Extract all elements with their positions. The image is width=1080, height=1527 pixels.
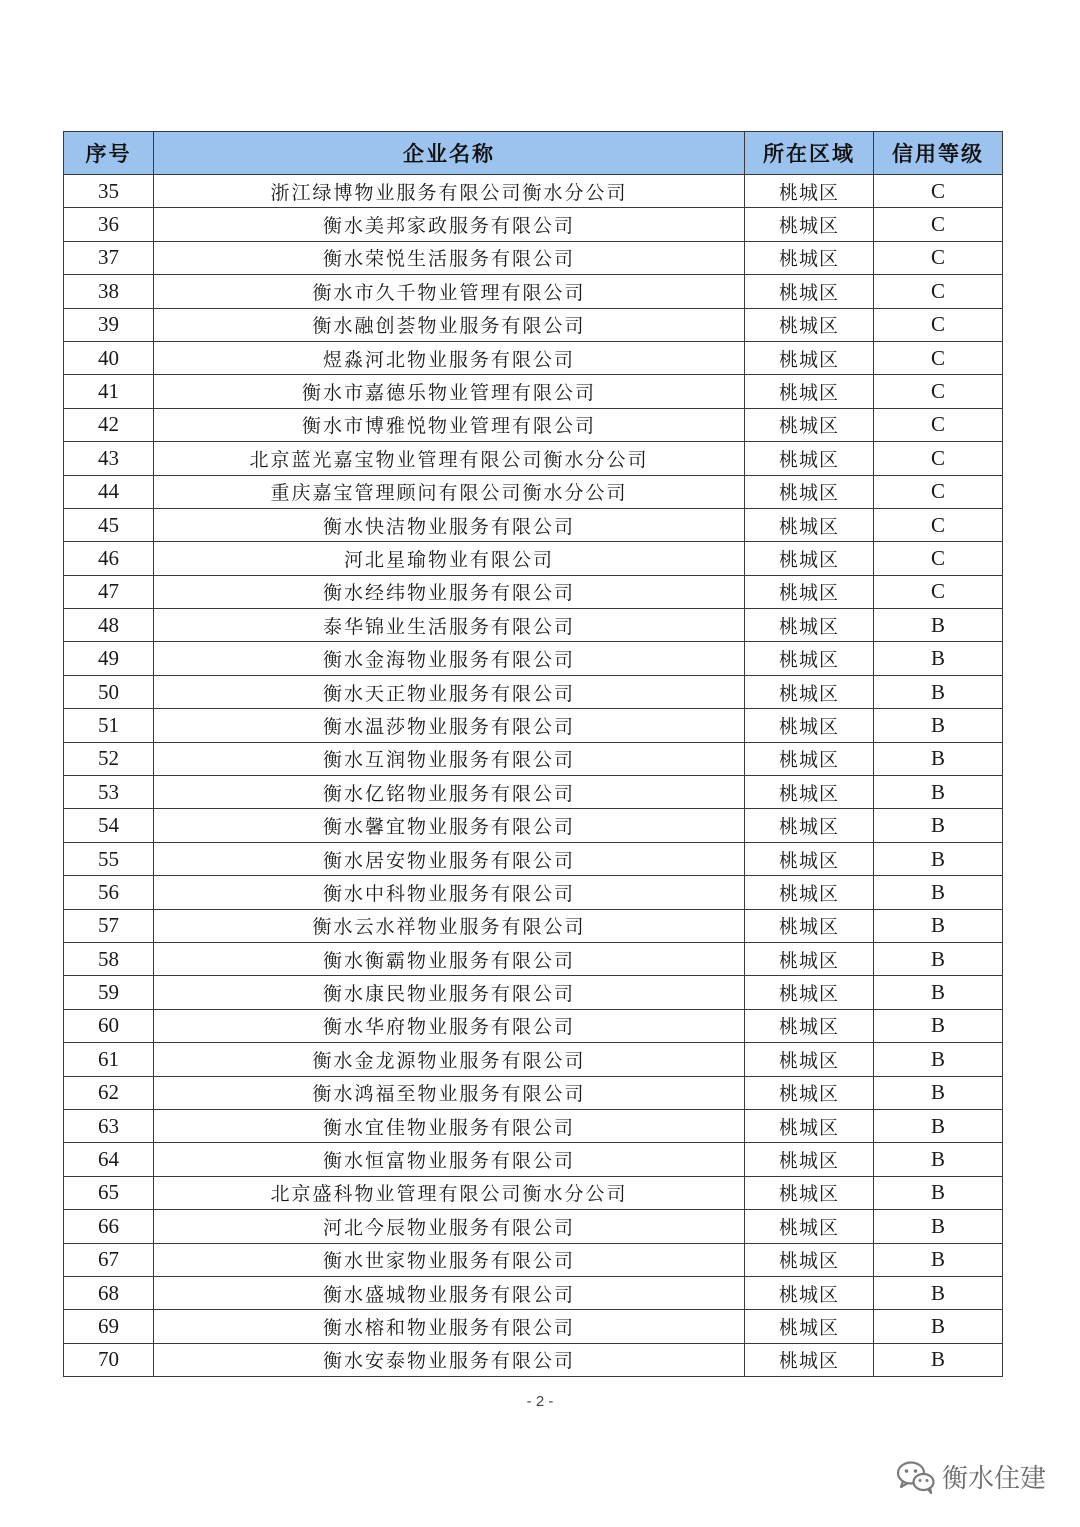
- cell-credit-grade: C: [874, 542, 1003, 575]
- table-row: [64, 208, 1003, 241]
- cell-credit-grade: B: [874, 909, 1003, 942]
- cell-company-name: 衡水居安物业服务有限公司: [154, 842, 745, 875]
- cell-region: 桃城区: [745, 776, 874, 809]
- cell-credit-grade: B: [874, 1143, 1003, 1176]
- cell-credit-grade: B: [874, 1076, 1003, 1109]
- cell-company-name: 衡水云水祥物业服务有限公司: [154, 909, 745, 942]
- cell-seq: 38: [64, 275, 154, 308]
- table-row: [64, 508, 1003, 541]
- cell-seq: 50: [64, 675, 154, 708]
- cell-region: 桃城区: [745, 1009, 874, 1042]
- cell-seq: 39: [64, 308, 154, 341]
- cell-company-name: 衡水亿铭物业服务有限公司: [154, 776, 745, 809]
- cell-region: 桃城区: [745, 375, 874, 408]
- cell-region: 桃城区: [745, 542, 874, 575]
- table-row: [64, 175, 1003, 208]
- cell-seq: 67: [64, 1243, 154, 1276]
- cell-credit-grade: B: [874, 642, 1003, 675]
- table-row: [64, 1276, 1003, 1309]
- cell-region: 桃城区: [745, 1243, 874, 1276]
- cell-company-name: 浙江绿博物业服务有限公司衡水分公司: [154, 175, 745, 208]
- table-row: [64, 976, 1003, 1009]
- cell-company-name: 衡水市久千物业管理有限公司: [154, 275, 745, 308]
- cell-credit-grade: C: [874, 375, 1003, 408]
- table-row: [64, 442, 1003, 475]
- page-number: - 2 -: [526, 1393, 554, 1410]
- table-row: [64, 642, 1003, 675]
- cell-company-name: 衡水美邦家政服务有限公司: [154, 208, 745, 241]
- cell-seq: 49: [64, 642, 154, 675]
- cell-region: 桃城区: [745, 408, 874, 441]
- cell-region: 桃城区: [745, 241, 874, 274]
- table-row: [64, 942, 1003, 975]
- cell-region: 桃城区: [745, 1210, 874, 1243]
- cell-region: 桃城区: [745, 809, 874, 842]
- cell-seq: 57: [64, 909, 154, 942]
- table-row: [64, 308, 1003, 341]
- cell-seq: 60: [64, 1009, 154, 1042]
- table-body: [64, 175, 1003, 1377]
- cell-credit-grade: C: [874, 241, 1003, 274]
- cell-seq: 54: [64, 809, 154, 842]
- cell-seq: 40: [64, 341, 154, 374]
- cell-company-name: 衡水金海物业服务有限公司: [154, 642, 745, 675]
- cell-company-name: 衡水温莎物业服务有限公司: [154, 709, 745, 742]
- cell-seq: 48: [64, 609, 154, 642]
- cell-region: 桃城区: [745, 1310, 874, 1343]
- cell-company-name: 衡水衡霸物业服务有限公司: [154, 942, 745, 975]
- cell-credit-grade: C: [874, 341, 1003, 374]
- cell-seq: 68: [64, 1276, 154, 1309]
- cell-credit-grade: C: [874, 475, 1003, 508]
- cell-region: 桃城区: [745, 575, 874, 608]
- cell-region: 桃城区: [745, 709, 874, 742]
- cell-credit-grade: B: [874, 1009, 1003, 1042]
- table-row: [64, 1009, 1003, 1042]
- cell-credit-grade: B: [874, 675, 1003, 708]
- table-row: [64, 1076, 1003, 1109]
- cell-credit-grade: B: [874, 809, 1003, 842]
- cell-seq: 42: [64, 408, 154, 441]
- cell-company-name: 衡水天正物业服务有限公司: [154, 675, 745, 708]
- table-row: [64, 1176, 1003, 1209]
- credit-rating-table: [63, 131, 1003, 1377]
- cell-credit-grade: C: [874, 442, 1003, 475]
- cell-region: 桃城区: [745, 942, 874, 975]
- cell-region: 桃城区: [745, 609, 874, 642]
- table-row: [64, 809, 1003, 842]
- table-row: [64, 408, 1003, 441]
- cell-credit-grade: B: [874, 876, 1003, 909]
- cell-credit-grade: B: [874, 742, 1003, 775]
- cell-region: 桃城区: [745, 1043, 874, 1076]
- cell-seq: 43: [64, 442, 154, 475]
- header-region: 所在区域: [745, 132, 874, 175]
- cell-seq: 69: [64, 1310, 154, 1343]
- cell-region: 桃城区: [745, 341, 874, 374]
- cell-seq: 46: [64, 542, 154, 575]
- cell-region: 桃城区: [745, 842, 874, 875]
- header-row: [64, 132, 1003, 175]
- cell-credit-grade: B: [874, 1176, 1003, 1209]
- cell-company-name: 重庆嘉宝管理顾问有限公司衡水分公司: [154, 475, 745, 508]
- cell-company-name: 衡水康民物业服务有限公司: [154, 976, 745, 1009]
- wechat-watermark: [896, 1458, 1046, 1495]
- table-row: [64, 241, 1003, 274]
- cell-seq: 52: [64, 742, 154, 775]
- cell-company-name: 衡水中科物业服务有限公司: [154, 876, 745, 909]
- cell-company-name: 衡水荣悦生活服务有限公司: [154, 241, 745, 274]
- cell-seq: 45: [64, 508, 154, 541]
- table-row: [64, 1143, 1003, 1176]
- table-row: [64, 742, 1003, 775]
- table-row: [64, 575, 1003, 608]
- cell-credit-grade: B: [874, 1210, 1003, 1243]
- cell-company-name: 衡水鸿福至物业服务有限公司: [154, 1076, 745, 1109]
- cell-company-name: 衡水馨宜物业服务有限公司: [154, 809, 745, 842]
- cell-seq: 64: [64, 1143, 154, 1176]
- cell-company-name: 衡水华府物业服务有限公司: [154, 1009, 745, 1042]
- cell-company-name: 衡水盛城物业服务有限公司: [154, 1276, 745, 1309]
- cell-seq: 65: [64, 1176, 154, 1209]
- table-row: [64, 1343, 1003, 1376]
- cell-company-name: 煜淼河北物业服务有限公司: [154, 341, 745, 374]
- watermark-text: 衡水住建: [941, 1464, 1046, 1494]
- cell-credit-grade: B: [874, 1109, 1003, 1142]
- table-row: [64, 1310, 1003, 1343]
- cell-credit-grade: C: [874, 508, 1003, 541]
- cell-company-name: 泰华锦业生活服务有限公司: [154, 609, 745, 642]
- cell-credit-grade: B: [874, 1243, 1003, 1276]
- cell-credit-grade: B: [874, 709, 1003, 742]
- cell-region: 桃城区: [745, 208, 874, 241]
- cell-credit-grade: B: [874, 976, 1003, 1009]
- cell-seq: 63: [64, 1109, 154, 1142]
- cell-company-name: 衡水经纬物业服务有限公司: [154, 575, 745, 608]
- wechat-icon: [896, 1460, 936, 1494]
- cell-seq: 61: [64, 1043, 154, 1076]
- cell-credit-grade: B: [874, 1276, 1003, 1309]
- table-row: [64, 475, 1003, 508]
- cell-credit-grade: B: [874, 842, 1003, 875]
- cell-region: 桃城区: [745, 1076, 874, 1109]
- cell-credit-grade: C: [874, 208, 1003, 241]
- cell-credit-grade: C: [874, 408, 1003, 441]
- cell-seq: 62: [64, 1076, 154, 1109]
- cell-region: 桃城区: [745, 909, 874, 942]
- table-row: [64, 709, 1003, 742]
- cell-region: 桃城区: [745, 442, 874, 475]
- table-row: [64, 341, 1003, 374]
- cell-region: 桃城区: [745, 275, 874, 308]
- cell-region: 桃城区: [745, 1143, 874, 1176]
- cell-company-name: 衡水金龙源物业服务有限公司: [154, 1043, 745, 1076]
- cell-seq: 55: [64, 842, 154, 875]
- cell-region: 桃城区: [745, 976, 874, 1009]
- cell-company-name: 衡水市博雅悦物业管理有限公司: [154, 408, 745, 441]
- cell-seq: 47: [64, 575, 154, 608]
- cell-seq: 51: [64, 709, 154, 742]
- cell-credit-grade: B: [874, 609, 1003, 642]
- cell-company-name: 衡水世家物业服务有限公司: [154, 1243, 745, 1276]
- cell-credit-grade: C: [874, 175, 1003, 208]
- table-row: [64, 876, 1003, 909]
- table-row: [64, 275, 1003, 308]
- cell-region: 桃城区: [745, 1176, 874, 1209]
- header-credit-grade: 信用等级: [874, 132, 1003, 175]
- table-header: [64, 132, 1003, 175]
- table-row: [64, 842, 1003, 875]
- cell-region: 桃城区: [745, 742, 874, 775]
- cell-region: 桃城区: [745, 642, 874, 675]
- cell-company-name: 衡水融创荟物业服务有限公司: [154, 308, 745, 341]
- cell-company-name: 河北今辰物业服务有限公司: [154, 1210, 745, 1243]
- header-seq: 序号: [64, 132, 154, 175]
- cell-seq: 59: [64, 976, 154, 1009]
- cell-company-name: 衡水市嘉德乐物业管理有限公司: [154, 375, 745, 408]
- cell-region: 桃城区: [745, 508, 874, 541]
- cell-company-name: 衡水快洁物业服务有限公司: [154, 508, 745, 541]
- cell-credit-grade: B: [874, 776, 1003, 809]
- table-row: [64, 542, 1003, 575]
- table-row: [64, 1210, 1003, 1243]
- cell-credit-grade: B: [874, 942, 1003, 975]
- table-row: [64, 375, 1003, 408]
- cell-seq: 37: [64, 241, 154, 274]
- cell-seq: 58: [64, 942, 154, 975]
- cell-seq: 70: [64, 1343, 154, 1376]
- cell-company-name: 衡水互润物业服务有限公司: [154, 742, 745, 775]
- cell-company-name: 河北星瑜物业有限公司: [154, 542, 745, 575]
- cell-company-name: 北京盛科物业管理有限公司衡水分公司: [154, 1176, 745, 1209]
- cell-credit-grade: C: [874, 308, 1003, 341]
- cell-seq: 44: [64, 475, 154, 508]
- cell-company-name: 衡水安泰物业服务有限公司: [154, 1343, 745, 1376]
- cell-seq: 53: [64, 776, 154, 809]
- table-row: [64, 1243, 1003, 1276]
- table-row: [64, 609, 1003, 642]
- cell-region: 桃城区: [745, 308, 874, 341]
- cell-credit-grade: B: [874, 1343, 1003, 1376]
- cell-region: 桃城区: [745, 675, 874, 708]
- table-row: [64, 1109, 1003, 1142]
- cell-seq: 41: [64, 375, 154, 408]
- table-row: [64, 1043, 1003, 1076]
- cell-company-name: 衡水榕和物业服务有限公司: [154, 1310, 745, 1343]
- cell-company-name: 北京蓝光嘉宝物业管理有限公司衡水分公司: [154, 442, 745, 475]
- cell-credit-grade: C: [874, 275, 1003, 308]
- cell-region: 桃城区: [745, 1343, 874, 1376]
- cell-region: 桃城区: [745, 1109, 874, 1142]
- cell-region: 桃城区: [745, 175, 874, 208]
- cell-credit-grade: C: [874, 575, 1003, 608]
- cell-region: 桃城区: [745, 1276, 874, 1309]
- cell-company-name: 衡水宜佳物业服务有限公司: [154, 1109, 745, 1142]
- table-row: [64, 675, 1003, 708]
- cell-credit-grade: B: [874, 1310, 1003, 1343]
- cell-seq: 66: [64, 1210, 154, 1243]
- cell-region: 桃城区: [745, 475, 874, 508]
- header-company-name: 企业名称: [154, 132, 745, 175]
- cell-seq: 36: [64, 208, 154, 241]
- cell-credit-grade: B: [874, 1043, 1003, 1076]
- cell-region: 桃城区: [745, 876, 874, 909]
- table-row: [64, 909, 1003, 942]
- table-row: [64, 776, 1003, 809]
- cell-company-name: 衡水恒富物业服务有限公司: [154, 1143, 745, 1176]
- cell-seq: 56: [64, 876, 154, 909]
- cell-seq: 35: [64, 175, 154, 208]
